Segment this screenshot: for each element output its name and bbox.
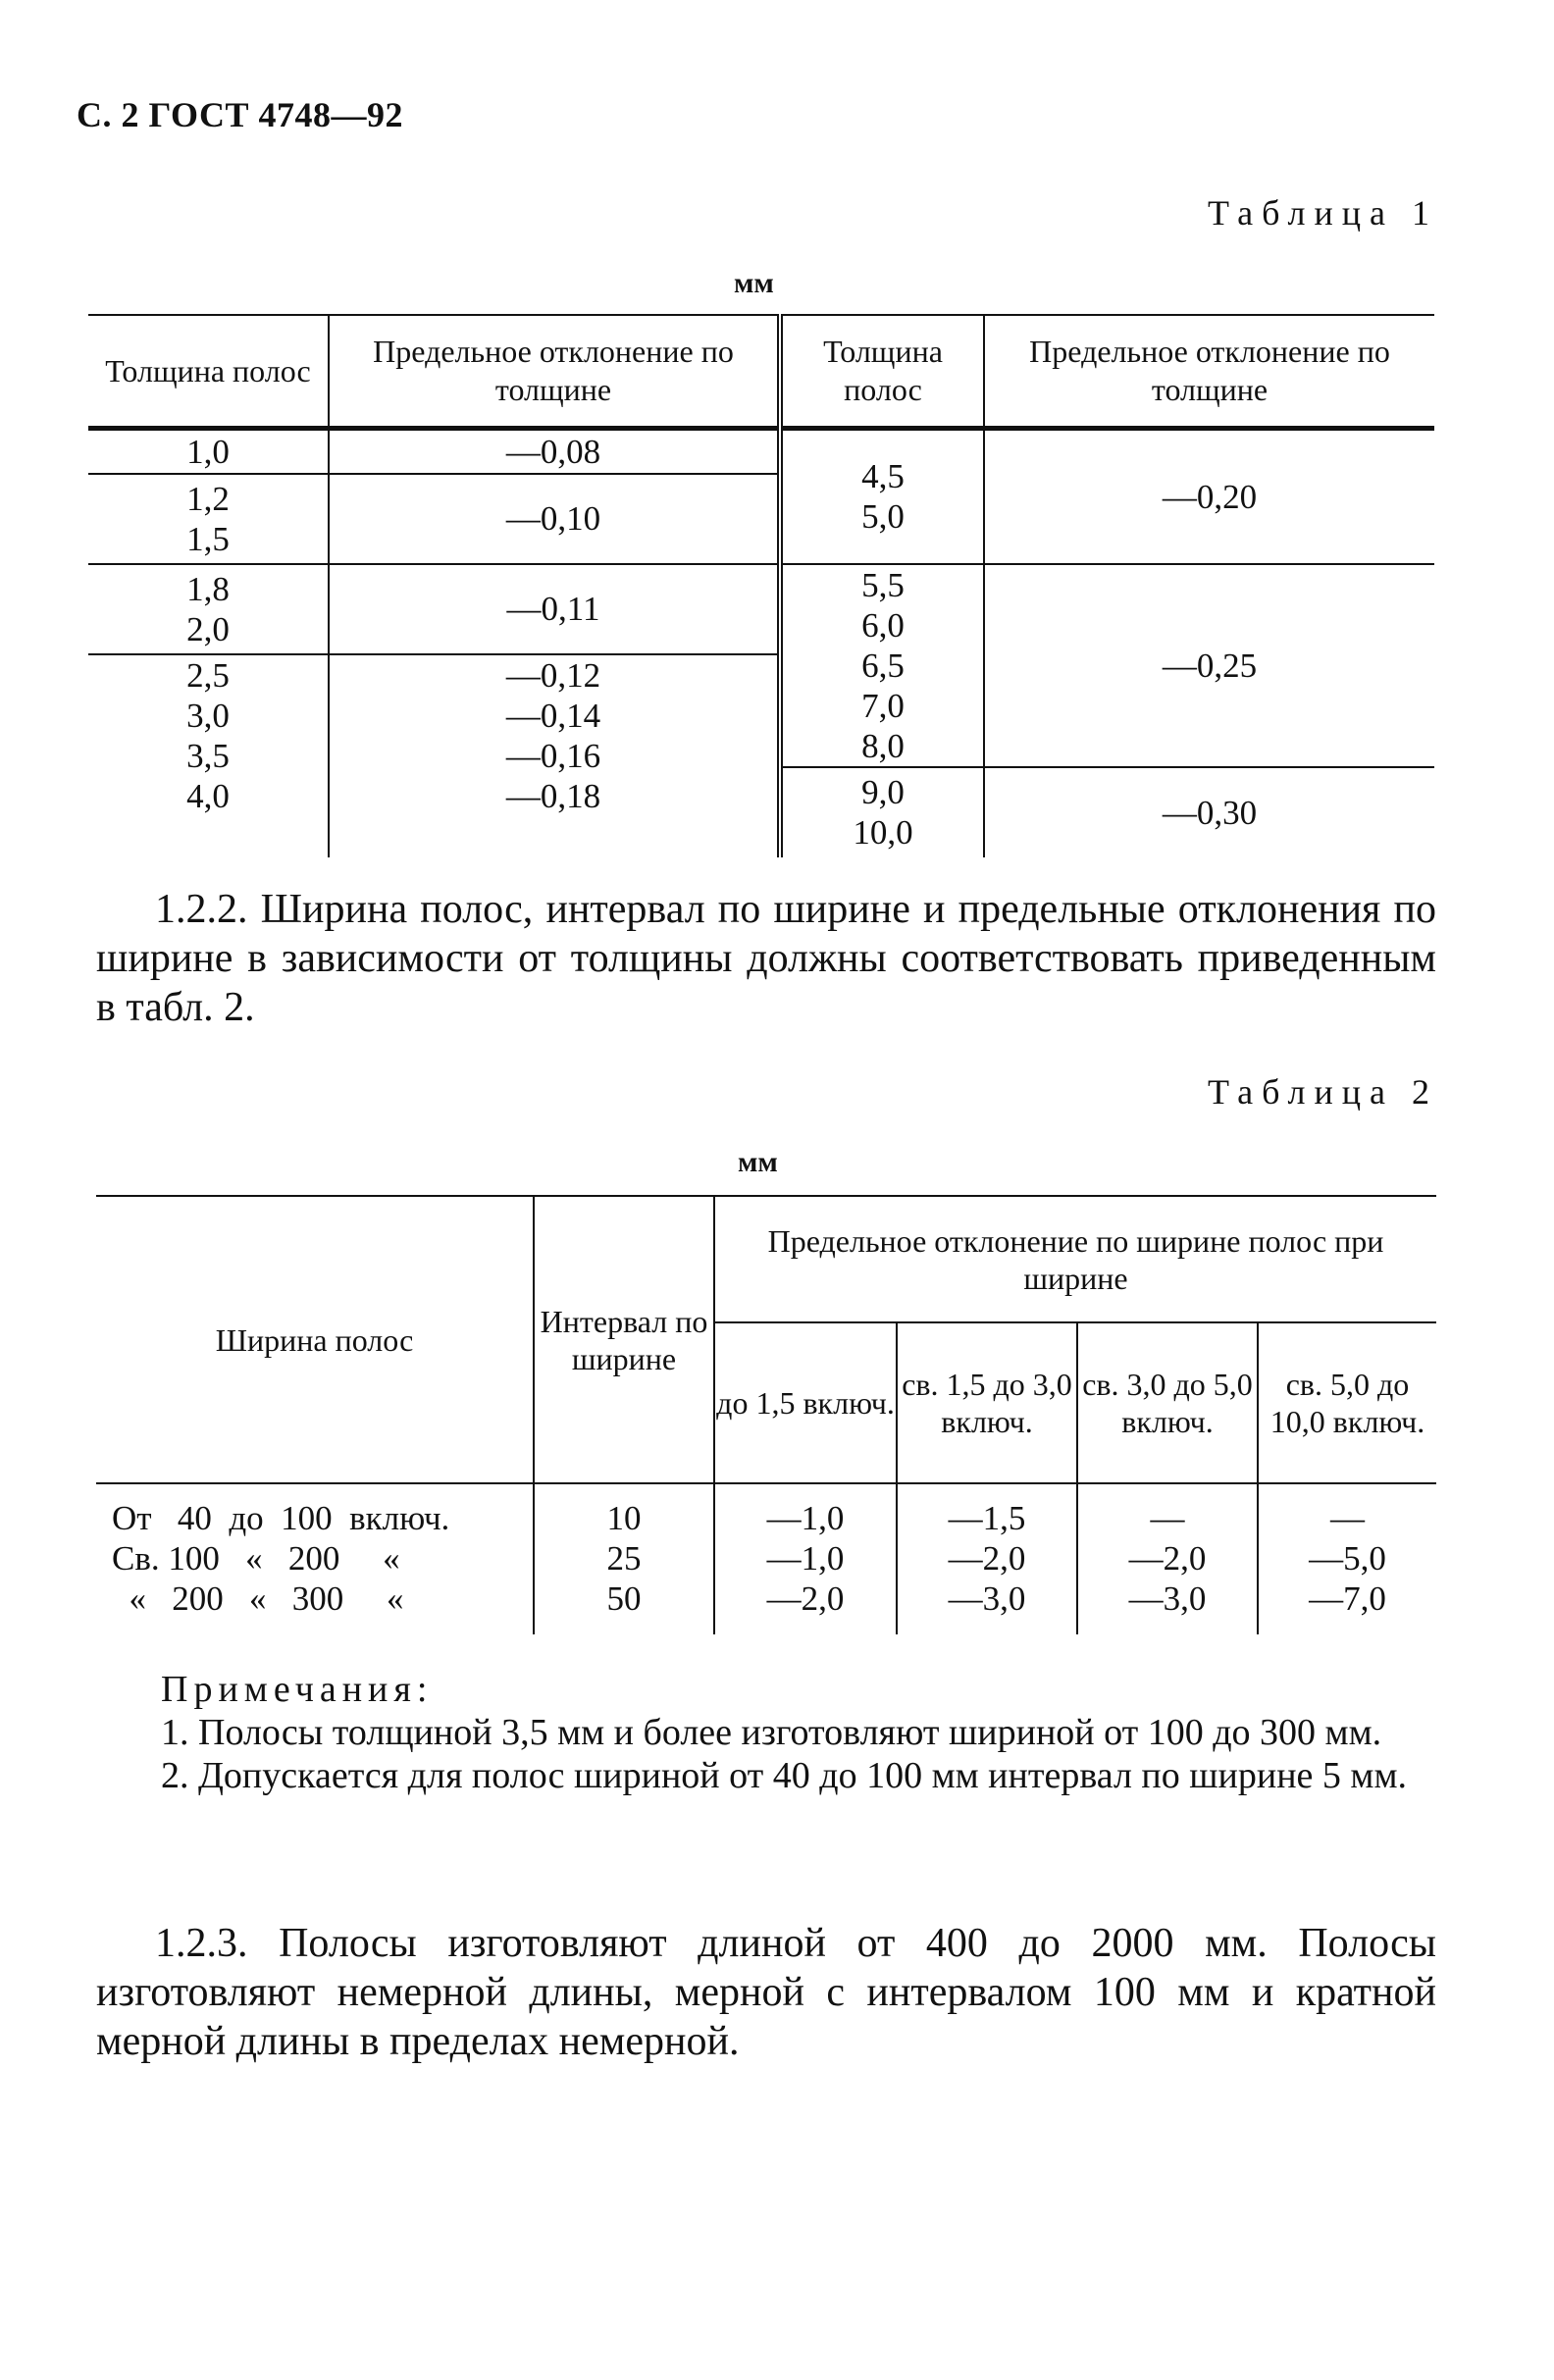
table2-caption: Таблица 2 <box>1208 1072 1438 1112</box>
table2 <box>96 1195 1436 1634</box>
table1-thickness-cell: 1,2 1,5 <box>88 474 329 564</box>
table2-header-deviation-group: Предельное отклонение по ширине полос при ширине <box>714 1196 1436 1322</box>
table1-deviation-cell: —0,20 <box>984 429 1434 564</box>
paragraph-1-2-2 <box>96 885 1436 1032</box>
table2-subheader-range-1: до 1,5 включ. <box>714 1322 897 1483</box>
paragraph-1-2-3 <box>96 1919 1436 2066</box>
table2-header-row <box>96 1196 1436 1322</box>
table-row <box>96 1578 1436 1634</box>
table1-caption: Таблица 1 <box>1208 193 1438 233</box>
table-row <box>88 429 1434 474</box>
table1-header-thickness-right: Толщина полос <box>780 315 984 429</box>
table1-deviation-cell: —0,08 <box>329 429 780 474</box>
table1-thickness-cell: 4,5 5,0 <box>780 429 984 564</box>
table1-deviation-cell: —0,30 <box>1162 793 1258 832</box>
table2-value-cell: —2,0 <box>897 1538 1077 1578</box>
table2-width-cell: От 40 до 100 включ. <box>96 1483 534 1538</box>
table2-width-cell: Св. 100 « 200 « <box>96 1538 534 1578</box>
note-item-2: 2. Допускается для полос шириной от 40 до 100 мм интервал по ширине 5 мм. <box>161 1755 1407 1796</box>
table1 <box>88 314 1434 857</box>
table2-subheader-range-3: св. 3,0 до 5,0 включ. <box>1077 1322 1258 1483</box>
table2-value-cell: —3,0 <box>1077 1578 1258 1634</box>
paragraph-1-2-3-text: 1.2.3. Полосы изготовляют длиной от 400 до 2000 мм. Полосы изготовляют немерной длины, мерной с интервалом 100 мм и кратной мерной длины в пределах немерной. <box>96 1921 1436 2064</box>
table2-interval-cell: 50 <box>534 1578 714 1634</box>
table2-value-cell: —5,0 <box>1309 1539 1386 1578</box>
table2-interval-cell: 25 <box>534 1538 714 1578</box>
table2-value-cell: — <box>1077 1483 1258 1538</box>
paragraph-1-2-2-text: 1.2.2. Ширина полос, интервал по ширине и предельные отклонения по ширине в зависимости от толщины должны соответствовать приведенным в табл. 2. <box>96 887 1436 1030</box>
table1-thickness-cell: 5,5 6,0 6,5 7,0 8,0 <box>780 564 984 767</box>
page-header: С. 2 ГОСТ 4748—92 <box>77 95 403 134</box>
table-row <box>88 564 1434 654</box>
table1-thickness-cell: 9,0 10,0 <box>780 767 984 857</box>
table1-header-deviation-right: Предельное отклонение по толщине <box>984 315 1434 429</box>
table1-deviation-cell: —0,11 <box>329 564 780 654</box>
table1-units: мм <box>734 267 774 299</box>
table-row <box>96 1538 1436 1578</box>
table2-value-cell: —3,0 <box>897 1578 1077 1634</box>
table-row <box>96 1483 1436 1538</box>
table1-thickness-cell: 1,0 <box>88 429 329 474</box>
table1-thickness-cell: 1,8 2,0 <box>88 564 329 654</box>
table1-header-row <box>88 315 1434 429</box>
table2-header-width: Ширина полос <box>96 1196 534 1483</box>
table2-header-interval: Интервал по ширине <box>534 1196 714 1483</box>
table2-width-cell: « 200 « 300 « <box>96 1578 534 1634</box>
table2-value-cell: —1,0 <box>714 1538 897 1578</box>
table1-header-deviation-left: Предельное отклонение по толщине <box>329 315 780 429</box>
table2-value-cell: —2,0 <box>714 1578 897 1634</box>
table1-header-thickness-left: Толщина полос <box>88 315 329 429</box>
table2-value-cell: —7,0 <box>1309 1579 1386 1618</box>
table2-subheader-range-4: св. 5,0 до 10,0 включ. <box>1258 1322 1436 1483</box>
notes <box>96 1668 1440 1797</box>
table2-value-cell: —1,5 <box>897 1483 1077 1538</box>
table1-deviation-cell: —0,12 —0,14 —0,16 —0,18 <box>329 654 780 857</box>
table2-subheader-range-2: св. 1,5 до 3,0 включ. <box>897 1322 1077 1483</box>
table1-deviation-cell: —0,10 <box>329 474 780 564</box>
table2-interval-cell: 10 <box>534 1483 714 1538</box>
table1-deviation-cell: —0,25 <box>984 564 1434 767</box>
note-item-1: 1. Полосы толщиной 3,5 мм и более изготовляют шириной от 100 до 300 мм. <box>161 1712 1382 1753</box>
table2-units: мм <box>738 1146 778 1178</box>
table2-value-cell: — <box>1330 1499 1365 1537</box>
table1-thickness-cell: 2,5 3,0 3,5 4,0 <box>88 654 329 857</box>
notes-title: Примечания: <box>161 1669 434 1710</box>
table2-value-cell: —1,0 <box>714 1483 897 1538</box>
table2-value-cell: —2,0 <box>1077 1538 1258 1578</box>
